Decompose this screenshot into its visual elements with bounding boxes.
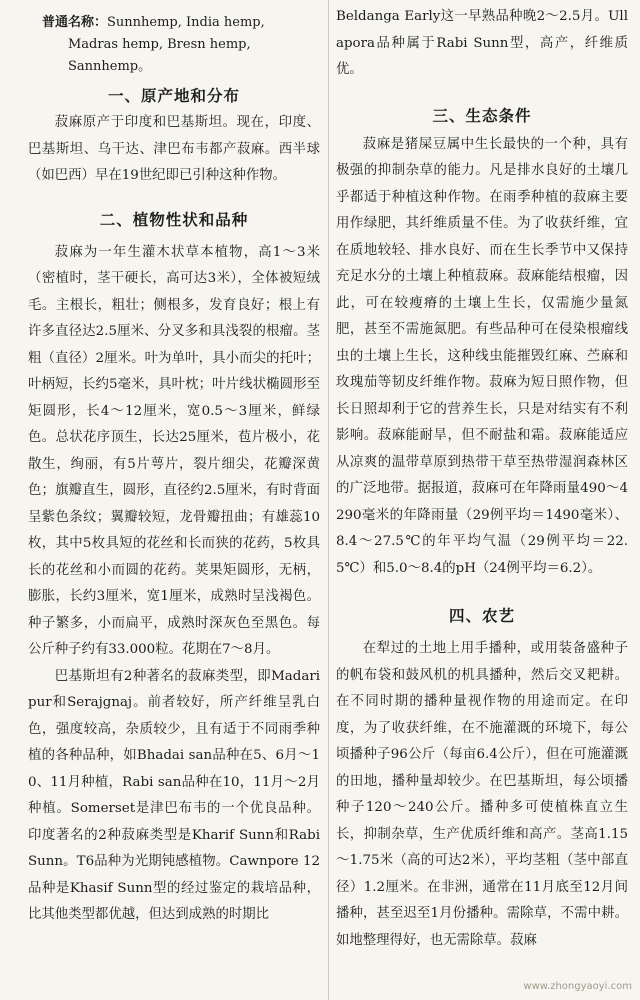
- right-column: [336, 0, 628, 954]
- section-heading-origin: 一、原产地和分布: [107, 87, 240, 105]
- traits-paragraph-1: 菽麻为一年生灌木状草本植物，高1～3米（密植时，茎干硬长，高可达3米），全体被短绒毛。主根长，粗壮；侧根多，发育良好；根上有许多直径达2.5厘米、分叉多和具浅裂的根瘤。茎粗（直径）2厘米。叶为单叶，具小而尖的托叶；叶柄短，长约5毫米，具叶枕；叶片线状椭圆形至矩圆形，长4～12厘米，宽0.5～3厘米，鲜绿色。总状花序顶生，长达25厘米，苞片极小，花散生，绚丽，有5片萼片，裂片细尖，花瓣深黄色；旗瓣直生，圆形，直径约2.5厘米，有时背面呈紫色条纹；翼瓣较短，龙骨瓣扭曲；有雄蕊10枚，其中5枚具短的花丝和长而狭的花药，5枚具长的花丝和小而圆的花药。荚果矩圆形，无柄，膨胀，长约3厘米，宽1厘米，成熟时呈浅褐色。种子繁多，小而扁平，成熟时深灰色至黑色。每公斤种子约有33.000粒。花期在7～8月。: [28, 244, 320, 657]
- common-names-line-3: Sannhemp。: [68, 59, 152, 74]
- ecology-paragraph: 菽麻是猪屎豆属中生长最快的一个种，具有极强的抑制杂草的能力。凡是排水良好的土壤几乎都适于种植这种作物。在雨季种植的菽麻主要用作绿肥，其纤维质量不佳。为了收获纤维，宜在质地较轻、排水良好、而在生长季节中又保持充足水分的土壤上种植菽麻。菽麻能结根瘤，因此，可在较瘦瘠的土壤上生长，仅需施少量氮肥，甚至不需施氮肥。有些品种可在侵染根瘤线虫的土壤上生长，这种线虫能摧毁红麻、苎麻和玫瑰茄等韧皮纤维作物。菽麻为短日照作物，但长日照却利于它的营养生长，只是对结实有不利影响。菽麻能耐旱，但不耐盐和霜。菽麻能适应从凉爽的温带草原到热带干草至热带湿润森林区的广泛地带。据报道，菽麻可在年降雨量490～4290毫米的年降雨量（29例平均＝1490毫米）、8.4～27.5℃的年平均气温（29例平均＝22.5℃）和5.0～8.4的pH（24例平均＝6.2）。: [336, 136, 628, 576]
- common-names-line-1: Sunnhemp, India hemp,: [107, 15, 265, 30]
- common-names-line-2: Madras hemp, Bresn hemp,: [68, 37, 251, 52]
- left-column: [28, 0, 320, 929]
- agronomy-paragraph: 在犁过的土地上用手播种，或用装备盛种子的帆布袋和鼓风机的机具播种，然后交叉耙耕。在不同时期的播种量视作物的用途而定。在印度，为了收获纤维，在不施灌溉的环境下，每公顷播种子96公斤（每亩6.4公斤），但在可施灌溉的田地，播种量却较少。在巴基斯坦，每公顷播种子120～240公斤。播种多可使植株直立生长，抑制杂草，生产优质纤维和高产。茎高1.15～1.75米（高的可达2米），平均茎粗（茎中部直径）1.2厘米。在非洲，通常在11月底至12月间播种，甚至迟至1月份播种。需除草，不需中耕。如地整理得好，也无需除草。菽麻: [336, 641, 628, 948]
- column-divider: [328, 0, 329, 1000]
- common-names-label: 普通名称：: [42, 15, 108, 30]
- section-heading-traits: 二、植物性状和品种: [99, 210, 249, 229]
- traits-paragraph-2: 巴基斯坦有2种著名的菽麻类型，即Madaripur和Serajgnaj。前者较好，所产纤维呈乳白色，强度较高，杂质较少，且有适于不同雨季种植的各种品种，如Bhadai san品种在5、6月～10、11月种植，Rabi san品种在10，11月～2月种植。Somerset是津巴布韦的一个优良品种。印度著名的2种菽麻类型是Kharif Sunn和Rabi Sunn。T6品种为光期钝感植物。Cawnpore 12品种是Khasif Sunn型的经过鉴定的栽培品种，比其他类型都优越，但达到成熟的时期比: [28, 668, 320, 922]
- section-heading-ecology: 三、生态条件: [432, 106, 532, 125]
- section-heading-agronomy: 四、农艺: [448, 607, 515, 625]
- common-names-block: [28, 0, 320, 78]
- traits-continuation: Beldanga Early这一早熟品种晚2～2.5月。Ullapora品种属于Rabi Sunn型，高产，纤维质优。: [336, 9, 628, 77]
- origin-paragraph: 菽麻原产于印度和巴基斯坦。现在，印度、巴基斯坦、乌干达、津巴布韦都产菽麻。西半球（如巴西）早在19世纪即已引种这种作物。: [28, 115, 320, 183]
- watermark-text: www.zhongyaoyi.com: [523, 981, 632, 992]
